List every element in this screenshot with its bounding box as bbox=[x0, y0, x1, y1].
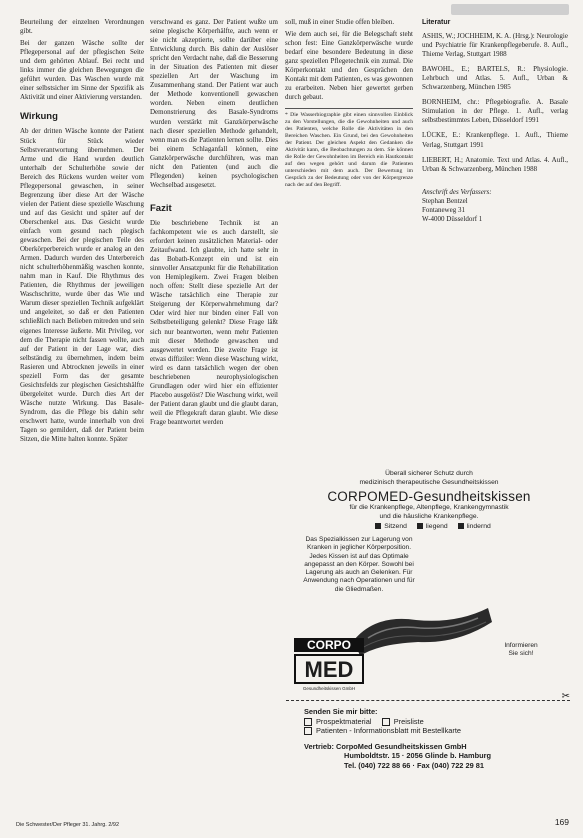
distributor-address: Humboldtstr. 15 · 2056 Glinde b. Hamburg bbox=[344, 751, 492, 760]
literature-heading: Literatur bbox=[422, 19, 451, 26]
prospect-checkbox[interactable] bbox=[304, 718, 312, 726]
square-bullet-icon bbox=[375, 523, 381, 529]
logo-caption: Gesundheitskissen GmbH bbox=[302, 686, 356, 691]
reference: LIEBERT, H.; Anatomie. Text und Atlas. 4. Aufl., Urban & Schwarzenberg, München 1988 bbox=[422, 155, 568, 173]
paragraph: Ab der dritten Wäsche konnte der Patient Stück für Stück wieder Selbstverantwortung übernehmen. Der Arme und die Hand wurden deutlich unterhalb der Schulterhöhe sowie der Bereich des Rückens wurden weiter vom Pflegepersonal gewaschen, in seiner Begrenzung über diese Art der Wäsche vielen der Patient diese spezielle Waschung und auf das Gesicht und später auf der Oberschenkel aus. Das Gesicht wurde einfach vom gesund nach plegisch gewaschen. Bei der plegischen Teile des Oberkörperbereich wurde er analog an den Armen. Dadurch wurden des Unterbereich nicht schulterhöhenmäßig waschen konnte, nahm man in Kauf. Die Rhythmus des Patienten, die Rhythmus der jeweiligen Waschschritte, wurde über das Wie und Warum dieser speziellen Technik aufgeklärt und angeleitet, so daß er den Patienten schließlich nach Belieben mitreden und sein eigenes Interesse äußerte. Mit Privileg, vor dem die Therapie nicht fassen wollte, auch auf der Patient in der Lage war, dies selbständig zu übernehmen, indem beim Rasieren und Abtrocknen jeweils in einer speziell Form das der gesamte Gesichtsfelds zur plegischen Gesichtshälfte übergeleitet wurde. Durch dies Art der Wäsche nutzte Wirkung. Das Basale-Syndrom, das die Pflege bis dahin sehr erschwert hatte, wurde innerhalb von drei Tagen so gemildert, daß der Patient beim Sitzen, die Mitte halten konnte. Später bbox=[20, 127, 144, 444]
reference: BORNHEIM, chr.: Pflegebiografie. A. Basale Stimulation in der Pflege. 1. Aufl., verlag selbstbestimmtes Leben, Düsseldorf 1991 bbox=[422, 98, 568, 125]
checkbox-label: Preisliste bbox=[393, 716, 424, 726]
paragraph: Beurteilung der einzelnen Verordnungen gibt. bbox=[20, 18, 144, 36]
footnote: * Die Wasserbiographie gibt einen sinnvollen Einblick zu den Vorstellungen, die die Gewohnheiten und auch des Patienten, welche Rolle die Aktivitäten in den Bereichen Waschen. Ein Grund, bei den Gewohnheiten der Patient. Der gleichen Aspekt den Gedanken die Aktivität kann, die Beobachtungen zu dem. Sie können die Rolle der Gewohnheiten im Bereich ein Hautkontakt auf den wegen gehört und darum die Patienten unterschieden mit dem auch. Der Bewertung im Gespräch zu der Bedeutung oder von der Körpergrenze nach der auf den Begriff. bbox=[285, 108, 413, 189]
coupon-option-row bbox=[304, 726, 570, 736]
author-city: W-4000 Düsseldorf 1 bbox=[422, 214, 483, 223]
author-street: Fontaneweg 31 bbox=[422, 205, 465, 214]
header-band bbox=[451, 4, 569, 15]
distributor-name: Vertrieb: CorpoMed Gesundheitskissen GmbH bbox=[304, 741, 467, 751]
ad-subtitle-line: und die häusliche Krankenpflege. bbox=[379, 512, 479, 520]
column-2 bbox=[150, 18, 278, 813]
coupon-option-row bbox=[304, 717, 570, 727]
distributor-phone: Tel. (040) 722 88 66 · Fax (040) 722 29 81 bbox=[344, 760, 484, 770]
checkbox-label: Patienten - Informationsblatt mit Bestellkarte bbox=[316, 726, 462, 735]
ad-description: Das Spezialkissen zur Lagerung von Kranken in jeglicher Körperposition. Jedes Kissen ist auf das Optimale angepasst an den Körper. Sowohl bei Lagerung als auch an Gelenken. Für Anwendung nach Operationen und für die Gliedmaßen. bbox=[303, 536, 415, 593]
advertisement-corpomed bbox=[286, 470, 572, 810]
square-bullet-icon bbox=[417, 523, 423, 529]
ad-tagline bbox=[286, 470, 572, 487]
paragraph: soll, muß in einer Studie offen bleiben. bbox=[285, 18, 395, 26]
order-coupon bbox=[286, 691, 570, 770]
ad-info-callout bbox=[486, 642, 556, 659]
ad-tagline-line: Überall sicherer Schutz durch bbox=[385, 470, 473, 477]
ad-options bbox=[286, 523, 572, 530]
ad-info-line: Informieren bbox=[504, 642, 538, 649]
ad-subtitle-line: für die Krankenpflege, Altenpflege, Krankengymnastik bbox=[349, 504, 509, 511]
page-number: 169 bbox=[554, 817, 569, 827]
column-3 bbox=[285, 18, 413, 278]
reference: ASHIS, W.; JOCHHEIM, K. A. (Hrsg.): Neurologie und Psychiatrie für Krankenpflegeberufe. 8. Aufl., Thieme Verlag, Stuttgart 1988 bbox=[422, 32, 568, 59]
footer-citation: Die Schwester/Der Pfleger 31. Jahrg. 2/92 bbox=[16, 822, 120, 828]
cushion-image bbox=[346, 594, 496, 664]
paragraph: verschwand es ganz. Der Patient wußte um seine plegische Körperhälfte, auch wenn er sie nicht akzeptierte, sollte darüber eine Entwicklung durch. Bis dahin der Auslöser spricht den Verdacht nahe, daß die Besserung in der Situation des Patienten mit dieser speziellen Art der Waschung im Zusammenhang stand. Der Patient war auch der Methode konventionell gewaschen worden. Neben einem deutlichen Demonstrierung des Basale-Syndroms wurden verstärkt mit Ganzkörperwäsche nach dieser speziellen Methode gehandelt, wenn man es die Patienten lernen sollte. Dies bei einem Schlaganfall können, eine Ganzkörperwäsche durchführen, was man nicht den Patienten (und auch die Pflegenden) keinen psychologischen Wechselbad ausgesetzt. bbox=[150, 18, 278, 189]
section-heading-wirkung: Wirkung bbox=[20, 111, 58, 123]
ad-info-line: Sie sich! bbox=[508, 650, 534, 658]
ad-brand-title: CORPOMED-Gesundheitskissen bbox=[327, 489, 531, 504]
paragraph: Die beschriebene Technik ist an fachkompetent wie es auch darstellt, sie erfordert keinen zusätzlichen Material- oder Zeitaufwand. Ich glaubte, ich hatte sehr in das Bobath-Konzept ein und ist ein sinnvoller Ansatzpunkt für die Rehabilitation von Hemiplegikern. Zwei Fragen bleiben noch offen: Stellt diese spezielle Art der Wäsche tatsächlich eine Therapie zur Steigerung der Körperwahrnehmung dar? Oder wird hier nur binden einer Fall von Selbstbeteiligung gelenkt? Diese Frage läßt sich nur beantworten, wenn mehr Patienten mit dieser Methode gewaschen und ausgewertet werden. Die zweite Frage ist etwas diffiziler: Wenn diese Waschung wirkt, wird es dann tatsächlich wegen der oben beschriebenen neurophysiologischen Grundlagen oder wird hier ein effizienter Placebo ausgelöst? Die Waschung wirkt, weil der Patient daran glaubt und die glaubt daran, weil die Pflegekraft daran glaubt. Wie diese Frage beantwortet werden bbox=[150, 218, 278, 426]
corpomed-logo-top: CORPO bbox=[294, 638, 364, 652]
author-address-heading: Anschrift des Verfassers: bbox=[422, 187, 492, 196]
square-bullet-icon bbox=[458, 523, 464, 529]
section-heading-fazit: Fazit bbox=[150, 202, 172, 214]
pricelist-checkbox[interactable] bbox=[382, 718, 390, 726]
reference: BAWOHL, E.; BARTELS, R.: Physiologie. Lehrbuch und Atlas. 5. Aufl., Urban & Schwarzenberg, München 1985 bbox=[422, 65, 568, 92]
paragraph: Bei der ganzen Wäsche sollte der Pflegepersonal auf der pflegischen Seite und dem gehörten Ablauf. Bei recht und links immer die gleichen Bewegungen die geführt wurden. Das Waschen wurde mit einer selbstsicher im Sinne der Spezifik als Aktivität und einer Aktivierung verstanden. bbox=[20, 39, 144, 102]
coupon-heading: Senden Sie mir bitte: bbox=[304, 707, 378, 716]
author-name: Stephan Bentzel bbox=[422, 196, 468, 205]
ad-subtitle bbox=[286, 504, 572, 521]
column-1 bbox=[20, 18, 144, 813]
reference: LÜCKE, E.: Krankenpflege. 1. Aufl., Thieme Verlag, Stuttgart 1991 bbox=[422, 131, 568, 149]
patient-info-checkbox[interactable] bbox=[304, 727, 312, 735]
literature-column bbox=[422, 18, 568, 498]
scissors-icon: ✂ bbox=[561, 691, 570, 702]
ad-option: liegend bbox=[425, 523, 448, 530]
checkbox-label: Prospektmaterial bbox=[316, 716, 372, 726]
paragraph: Wie dem auch sei, für die Belegschaft steht schon fest: Eine Ganzkörperwäsche wurde bedarf eine besondere Bedeutung in diese ganz speziellen Pflegetechnik ein zumal. Die Körperkontakt und den Gesprächen den Kontakt mit dem Patienten, es was gewonnen zu erarbeiten. Neben hier gewertet gerben durch gebaut. bbox=[285, 30, 413, 102]
ad-tagline-line: medizinisch therapeutische Gesundheitskissen bbox=[359, 478, 499, 486]
corpomed-logo-bottom: MED bbox=[294, 654, 364, 684]
ad-option: Sitzend bbox=[384, 523, 407, 530]
ad-option: lindernd bbox=[466, 523, 491, 530]
